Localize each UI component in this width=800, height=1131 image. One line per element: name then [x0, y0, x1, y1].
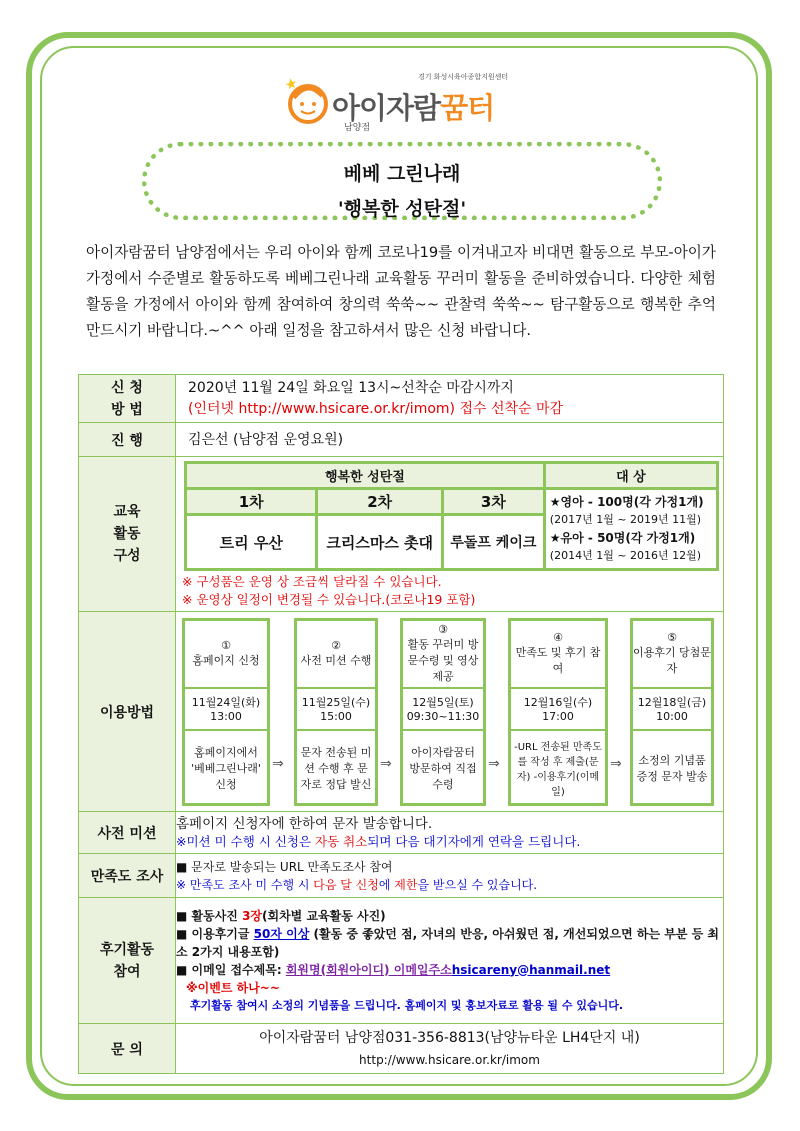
step-2-time: 15:00 [320, 710, 352, 723]
mission-line1: 홈페이지 신청자에 한하여 문자 발송합니다. [176, 815, 433, 832]
composition-label: 교육 활동 구성 [79, 457, 176, 612]
usage-steps [176, 614, 723, 810]
logo [286, 72, 526, 134]
step-4-desc: -URL 전송된 만족도를 작성 후 제출(문자) -이용후기(이메일) [514, 741, 602, 798]
step-2-date: 11월25일(수) [301, 696, 371, 709]
apply-value [176, 375, 724, 423]
apply-line1: 2020년 11월 24일 화요일 13시~선착순 마감시까지 [188, 379, 514, 396]
mission-value [176, 812, 724, 854]
contact-url[interactable]: http://www.hsicare.or.kr/imom [359, 1052, 540, 1067]
step-2-num: ② [331, 639, 341, 652]
composition-note1: ※ 구성품은 운영 상 조금씩 달라질 수 있습니다. [182, 574, 442, 589]
step-3-time: 09:30~11:30 [406, 710, 480, 723]
composition-cell [176, 457, 724, 612]
step-5 [630, 618, 714, 806]
survey-label: 만족도 조사 [79, 854, 176, 898]
round-3: 3차 [442, 489, 544, 515]
title-box [142, 142, 662, 220]
contact-value [176, 1024, 724, 1074]
theme-header: 행복한 성탄절 [186, 463, 545, 489]
step-4 [508, 618, 608, 806]
logo-branch: 남양점 [344, 123, 371, 133]
usage-cell [176, 612, 724, 812]
step-5-num: ⑤ [667, 631, 677, 644]
step-4-date: 12월16일(수) [523, 696, 593, 709]
step-5-date: 12월18일(금) [637, 696, 707, 709]
step-1 [182, 618, 270, 806]
step-2 [294, 618, 378, 806]
step-3-date: 12월5일(토) [412, 696, 474, 709]
step-4-num: ④ [553, 631, 563, 644]
review-event-desc: 후기활동 참여시 소정의 기념품을 드립니다. 홈페이지 및 홍보자료로 활용 될 수 있습니다. [190, 998, 624, 1012]
contact-label: 문 의 [79, 1024, 176, 1074]
arrow-3: ⇒ [488, 755, 500, 772]
progress-label: 진 행 [79, 423, 176, 457]
review-label: 후기활동 참여 [79, 898, 176, 1024]
step-4-title: 만족도 및 후기 참여 [515, 646, 601, 675]
mission-label: 사전 미션 [79, 812, 176, 854]
arrow-2: ⇒ [380, 755, 392, 772]
target-infant-range: (2017년 1월 ~ 2019년 11월) [549, 513, 702, 526]
step-3-title: 활동 꾸러미 방문수령 및 영상제공 [407, 638, 479, 683]
apply-line2: (인터넷 http://www.hsicare.or.kr/imom) 접수 선착순 마감 [188, 400, 564, 417]
survey-value [176, 854, 724, 898]
mission-line2: ※미션 미 수행 시 신청은 자동 취소되며 다음 대기자에게 연락을 드립니다. [176, 833, 581, 849]
step-2-title: 사전 미션 수행 [300, 654, 372, 667]
usage-row [79, 612, 724, 812]
step-1-num: ① [221, 639, 231, 652]
step-1-desc: 홈페이지에서 '베베그린나래' 신청 [191, 745, 261, 791]
target-toddler-range: (2014년 1월 ~ 2016년 12월) [549, 549, 702, 562]
intro-text: 아이자람꿈터 남양점에서는 우리 아이와 함께 코로나19를 이겨내고자 비대면 활동으로 부모-아이가 가정에서 수준별로 활동하도록 베베그린나래 교육활동 꾸러미 활동을 준비하였습니다. 다양한 체험 활동을 가정에서 아이와 함께 참여하여 창의력 쑥쑥~~ 관찰력 쑥쑥~~ 탐구활동으로 행복한 추억 만드시기 바랍니다.~^^ 아래 일정을 참고하셔서 많은 신청 바랍니다. [86, 244, 716, 339]
step-1-date: 11월24일(화) [191, 696, 261, 709]
step-4-time: 17:00 [542, 710, 574, 723]
progress-value: 김은선 (남양점 운영요원) [176, 423, 724, 457]
review-event: ※이벤트 하나~~ [186, 980, 280, 995]
apply-label: 신 청 방 법 [79, 375, 176, 423]
contact-row [79, 1024, 724, 1074]
step-5-title: 이용후기 당첨문자 [633, 646, 711, 675]
target-infant: ★영아 - 100명(각 가정1개) [549, 495, 704, 509]
step-2-desc: 문자 전송된 미션 수행 후 문자로 정답 발신 [300, 745, 372, 791]
target-header: 대 상 [544, 463, 717, 489]
item-2: 크리스마스 촛대 [317, 515, 443, 570]
review-value [176, 898, 724, 1024]
review-line2: ■ 이용후기글 50자 이상 (활동 중 좋았던 점, 자녀의 반응, 아쉬웠던 점, 개선되었으면 하는 부분 등 최소 2가지 내용포함) [176, 926, 719, 959]
schedule-table [184, 461, 719, 571]
round-2: 2차 [317, 489, 443, 515]
target-cell [544, 489, 717, 570]
step-1-title: 홈페이지 신청 [192, 654, 260, 667]
contact-line1: 아이자람꿈터 남양점031-356-8813(남양뉴타운 LH4단지 내) [259, 1029, 640, 1046]
step-5-desc: 소정의 기념품 증정 문자 발송 [636, 753, 708, 783]
composition-row [79, 457, 724, 612]
title-line2: '행복한 성탄절' [337, 198, 467, 220]
center-name: 경기 화성시육아종합지원센터 [418, 73, 509, 81]
arrow-1: ⇒ [272, 755, 284, 772]
review-row [79, 898, 724, 1024]
step-3-desc: 아이자람꿈터 방문하여 직접 수령 [409, 745, 477, 791]
item-3: 루돌프 케이크 [442, 515, 544, 570]
survey-line1: ■ 문자로 발송되는 URL 만족도조사 참여 [176, 859, 393, 874]
composition-note2: ※ 운영상 일정이 변경될 수 있습니다.(코로나19 포함) [182, 592, 476, 607]
logo-text: 아이자람꿈터 [332, 91, 495, 125]
step-3-num: ③ [438, 623, 448, 636]
step-5-time: 10:00 [656, 710, 688, 723]
target-toddler: ★유아 - 50명(각 가정1개) [549, 531, 696, 545]
info-table [78, 374, 724, 1074]
step-1-time: 13:00 [210, 710, 242, 723]
mission-row [79, 812, 724, 854]
step-3 [400, 618, 486, 806]
usage-label: 이용방법 [79, 612, 176, 812]
email-link[interactable]: hsicareny@hanmail.net [451, 962, 611, 977]
survey-row [79, 854, 724, 898]
child-face-icon [286, 78, 330, 124]
round-1: 1차 [186, 489, 317, 515]
survey-line2: ※ 만족도 조사 미 수행 시 다음 달 신청에 제한을 받으실 수 있습니다. [176, 877, 538, 892]
arrow-4: ⇒ [610, 755, 622, 772]
apply-row [79, 375, 724, 423]
review-line3: ■ 이메일 접수제목: 회원명(회원아이디) 이메일주소hsicareny@hanmail.net [176, 962, 611, 977]
title-line1: 베베 그린나래 [343, 163, 461, 185]
item-1: 트리 우산 [186, 515, 317, 570]
progress-row [79, 423, 724, 457]
review-line1: ■ 활동사진 3장(회차별 교육활동 사진) [176, 908, 386, 923]
